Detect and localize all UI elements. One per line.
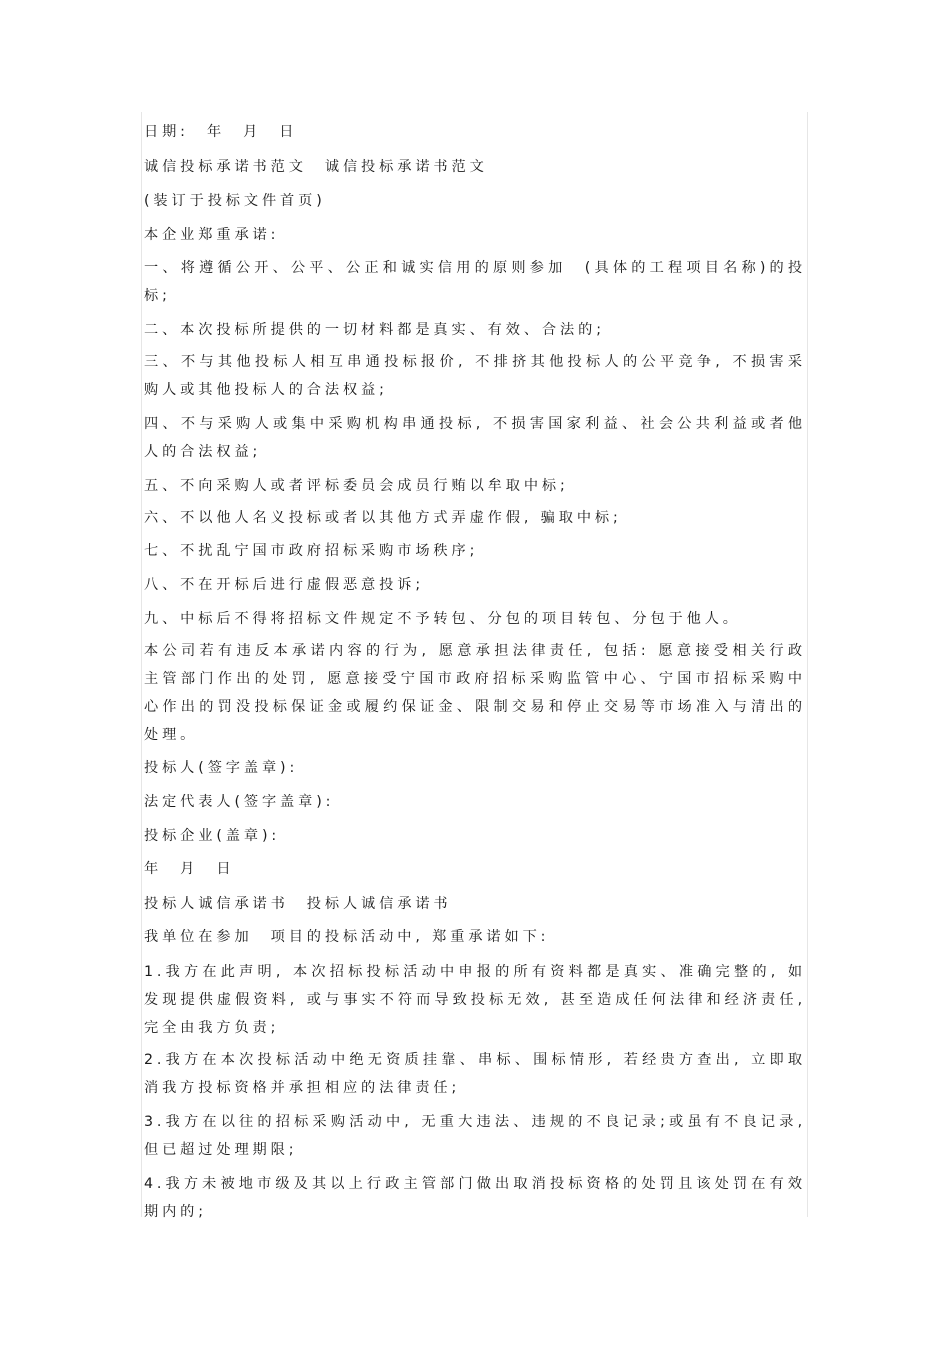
commitment-item-4: 4.我方未被地市级及其以上行政主管部门做出取消投标资格的处罚且该处罚在有效期内的; (144, 1176, 806, 1220)
commitment-item-3: 3.我方在以往的招标采购活动中, 无重大违法、违规的不良记录;或虽有不良记录, 但已超过处理期限; (144, 1114, 806, 1158)
pledge-item-4: 四、不与采购人或集中采购机构串通投标, 不损害国家利益、社会公共利益或者他人的合法权益; (144, 416, 806, 460)
pledge-intro: 本企业郑重承诺: (144, 227, 280, 243)
pledge-item-8: 八、不在开标后进行虚假恶意投诉; (144, 577, 424, 593)
pledge-item-3: 三、不与其他投标人相互串通投标报价, 不排挤其他投标人的公平竞争, 不损害采购人或其他投标人的合法权益; (144, 354, 806, 398)
date-line: 日期: 年 月 日 (144, 124, 298, 140)
pledge-item-2: 二、本次投标所提供的一切材料都是真实、有效、合法的; (144, 322, 605, 338)
commitment-item-1: 1.我方在此声明, 本次招标投标活动中申报的所有资料都是真实、准确完整的, 如发现提供虚假资料, 或与事实不符而导致投标无效, 甚至造成任何法律和经济责任, 完全由我方负责; (144, 964, 806, 1036)
section-title-2: 投标人诚信承诺书 投标人诚信承诺书 (144, 896, 452, 912)
pledge-item-5: 五、不向采购人或者评标委员会成员行贿以牟取中标; (144, 478, 569, 494)
signature-bidder: 投标人(签字盖章): (144, 760, 299, 776)
pledge-item-7: 七、不扰乱宁国市政府招标采购市场秩序; (144, 543, 479, 559)
pledge-item-1: 一、将遵循公开、公平、公正和诚实信用的原则参加 (具体的工程项目名称)的投标; (144, 260, 806, 304)
signature-date: 年 月 日 (144, 861, 235, 877)
signature-company-seal: 投标企业(盖章): (144, 828, 281, 844)
signature-legal-representative: 法定代表人(签字盖章): (144, 794, 335, 810)
commitment-intro: 我单位在参加 项目的投标活动中, 郑重承诺如下: (144, 929, 550, 945)
liability-paragraph: 本公司若有违反本承诺内容的行为, 愿意承担法律责任, 包括: 愿意接受相关行政主管部门作出的处罚, 愿意接受宁国市政府招标采购监管中心、宁国市招标采购中心作出的罚没投标保证金或履约保证金、限制交易和停止交易等市场准入与清出的处理。 (144, 643, 806, 743)
section-title-1: 诚信投标承诺书范文 诚信投标承诺书范文 (144, 159, 488, 175)
pledge-item-6: 六、不以他人名义投标或者以其他方式弄虚作假, 骗取中标; (144, 510, 622, 526)
pledge-item-9: 九、中标后不得将招标文件规定不予转包、分包的项目转包、分包于他人。 (144, 611, 741, 627)
binding-note: (装订于投标文件首页) (144, 193, 326, 209)
commitment-item-2: 2.我方在本次投标活动中绝无资质挂靠、串标、围标情形, 若经贵方查出, 立即取消我方投标资格并承担相应的法律责任; (144, 1052, 806, 1096)
